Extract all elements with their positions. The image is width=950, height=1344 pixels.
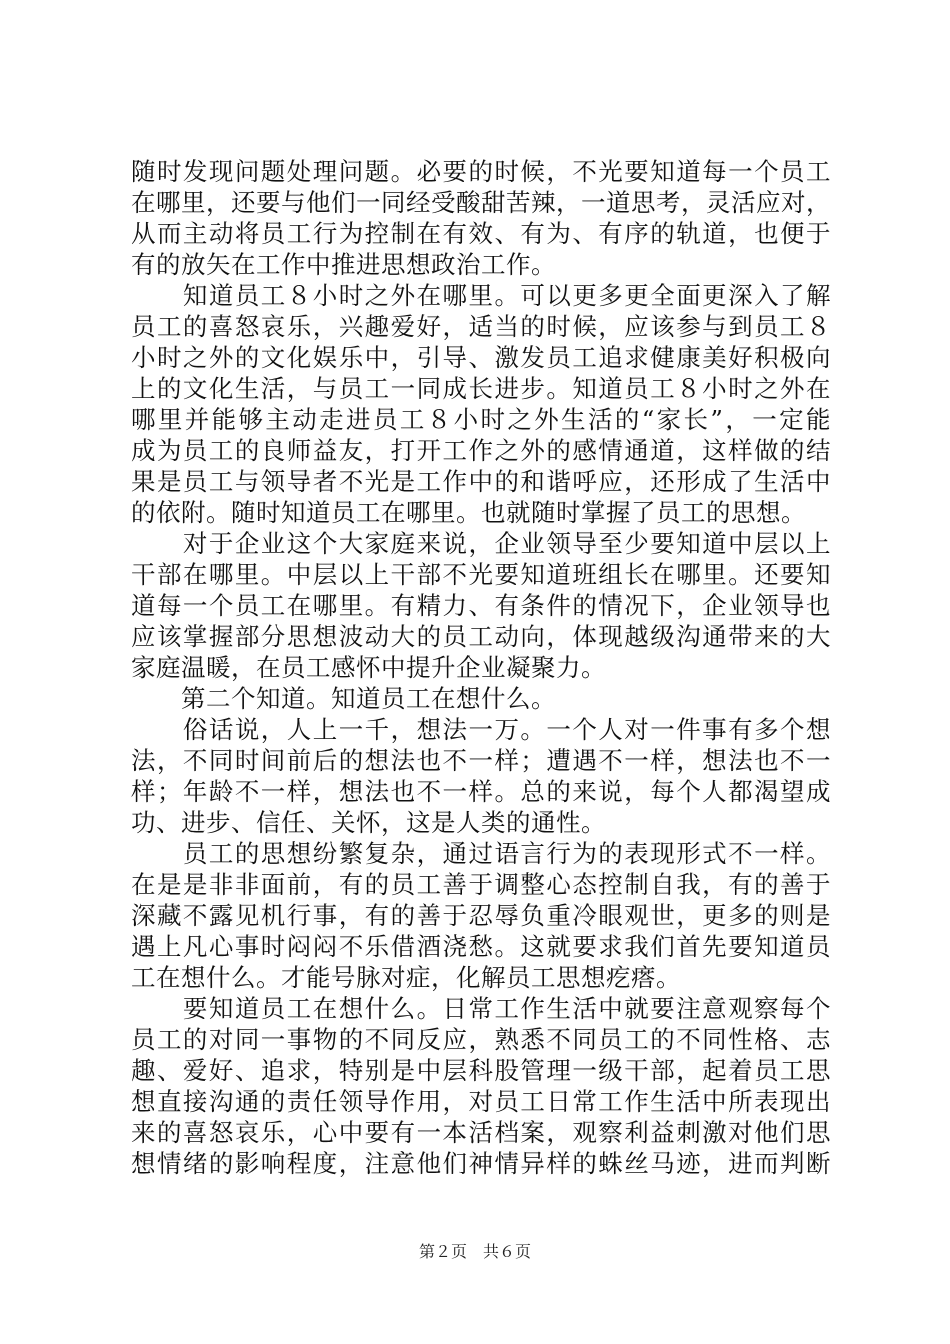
text-line: 随时发现问题处理问题。必要的时候，不光要知道每一个员工 xyxy=(131,157,831,186)
text-line: 员工的思想纷繁复杂，通过语言行为的表现形式不一样。 xyxy=(131,839,831,868)
text-line: 趣、爱好、追求，特别是中层科股管理一级干部，起着员工思 xyxy=(131,1056,831,1085)
text-line: 深藏不露见机行事，有的善于忍辱负重冷眼观世，更多的则是 xyxy=(131,901,831,930)
text-line: 要知道员工在想什么。日常工作生活中就要注意观察每个 xyxy=(131,994,831,1023)
body-text xyxy=(131,156,831,1179)
text-line: 的依附。随时知道员工在哪里。也就随时掌握了员工的思想。 xyxy=(131,498,806,527)
text-line: 功、进步、信任、关怀，这是人类的通性。 xyxy=(131,808,606,837)
text-line: 干部在哪里。中层以上干部不光要知道班组长在哪里。还要知 xyxy=(131,560,831,589)
text-line: 员工的喜怒哀乐，兴趣爱好，适当的时候，应该参与到员工８ xyxy=(131,312,831,341)
text-line: 想情绪的影响程度，注意他们神情异样的蛛丝马迹，进而判断 xyxy=(131,1149,831,1178)
text-line: 样；年龄不一样，想法也不一样。总的来说，每个人都渴望成 xyxy=(131,777,831,806)
text-line: 应该掌握部分思想波动大的员工动向，体现越级沟通带来的大 xyxy=(131,622,831,651)
text-line: 道每一个员工在哪里。有精力、有条件的情况下，企业领导也 xyxy=(131,591,831,620)
text-line: 俗话说，人上一千，想法一万。一个人对一件事有多个想 xyxy=(131,715,831,744)
text-line: 小时之外的文化娱乐中，引导、激发员工追求健康美好积极向 xyxy=(131,343,831,372)
section-heading: 第二个知道。知道员工在想什么。 xyxy=(131,684,556,713)
text-line: 从而主动将员工行为控制在有效、有为、有序的轨道，也便于 xyxy=(131,219,831,248)
text-line: 知道员工８小时之外在哪里。可以更多更全面更深入了解 xyxy=(131,281,831,310)
page-footer xyxy=(0,1242,950,1262)
text-line: 对于企业这个大家庭来说，企业领导至少要知道中层以上 xyxy=(131,529,831,558)
page-number: 第２页 共６页 xyxy=(418,1242,531,1261)
text-line: 来的喜怒哀乐，心中要有一本活档案，观察利益刺激对他们思 xyxy=(131,1118,831,1147)
text-line: 有的放矢在工作中推进思想政治工作。 xyxy=(131,250,556,279)
text-line: 在是是非非面前，有的员工善于调整心态控制自我，有的善于 xyxy=(131,870,831,899)
text-line: 工在想什么。才能号脉对症，化解员工思想疙瘩。 xyxy=(131,963,681,992)
text-line: 想直接沟通的责任领导作用，对员工日常工作生活中所表现出 xyxy=(131,1087,831,1116)
text-line: 哪里并能够主动走进员工８小时之外生活的“家长”，一定能 xyxy=(131,405,831,434)
text-line: 法，不同时间前后的想法也不一样；遭遇不一样，想法也不一 xyxy=(131,746,831,775)
text-line: 成为员工的良师益友，打开工作之外的感情通道，这样做的结 xyxy=(131,436,831,465)
text-line: 果是员工与领导者不光是工作中的和谐呼应，还形成了生活中 xyxy=(131,467,831,496)
text-line: 员工的对同一事物的不同反应，熟悉不同员工的不同性格、志 xyxy=(131,1025,831,1054)
text-line: 在哪里，还要与他们一同经受酸甜苦辣，一道思考，灵活应对， xyxy=(131,188,831,217)
text-line: 家庭温暖，在员工感怀中提升企业凝聚力。 xyxy=(131,653,606,682)
text-line: 上的文化生活，与员工一同成长进步。知道员工８小时之外在 xyxy=(131,374,831,403)
text-line: 遇上凡心事时闷闷不乐借酒浇愁。这就要求我们首先要知道员 xyxy=(131,932,831,961)
